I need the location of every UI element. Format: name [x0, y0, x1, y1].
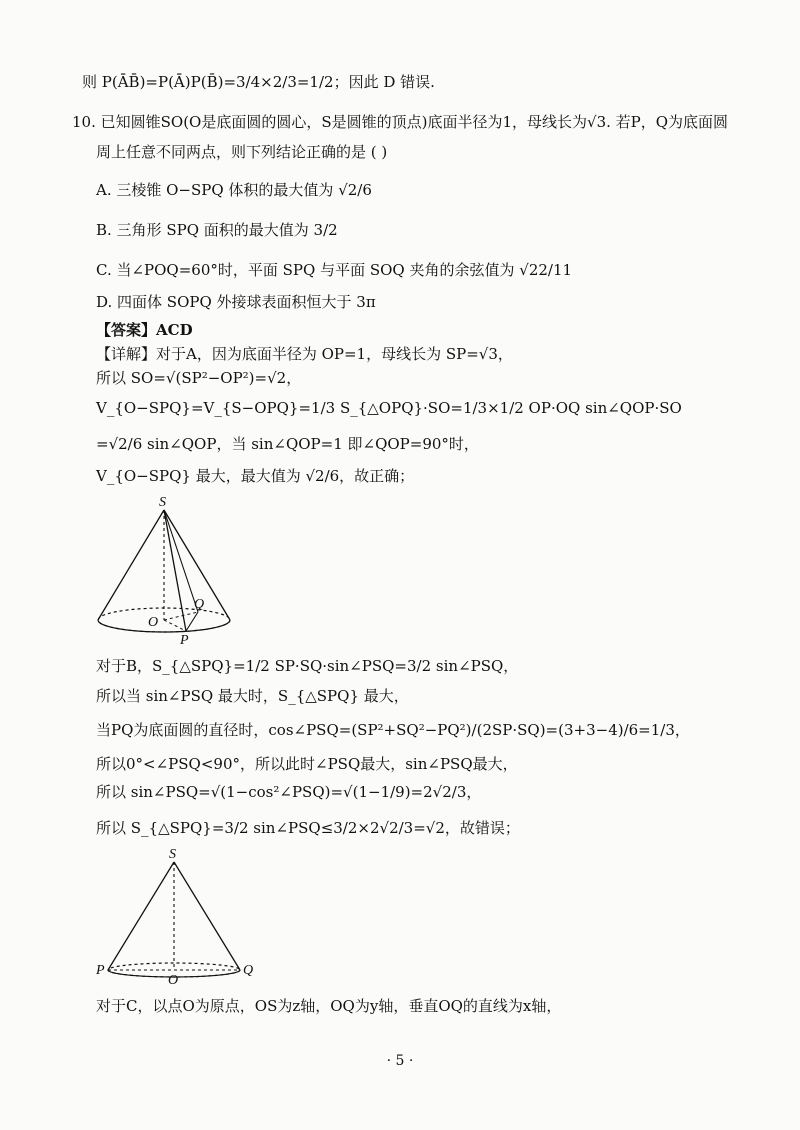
option-b: B. 三角形 SPQ 面积的最大值为 3/2 [96, 221, 338, 239]
option-d: D. 四面体 SOPQ 外接球表面积恒大于 3π [96, 293, 376, 311]
explanation-line: 所以0°<∠PSQ<90°，所以此时∠PSQ最大，sin∠PSQ最大， [96, 755, 518, 773]
question-10-line-1: 10. 已知圆锥SO(O是底面圆的圆心，S是圆锥的顶点)底面半径为1，母线长为√3. 若P，Q为底面圆 [72, 113, 729, 131]
option-c: C. 当∠POQ=60°时，平面 SPQ 与平面 SOQ 夹角的余弦值为 √22/11 [96, 261, 573, 279]
explanation-line: 所以 SO=√(SP²−OP²)=√2， [96, 369, 302, 387]
label-o: O [168, 973, 179, 986]
page-number: · 5 · [386, 1053, 414, 1069]
explanation-line: =√2/6 sin∠QOP，当 sin∠QOP=1 即∠QOP=90°时， [96, 435, 479, 453]
explanation-line: 所以 sin∠PSQ=√(1−cos²∠PSQ)=√(1−1/9)=2√2/3， [96, 783, 482, 801]
text-line: 则 P(ĀB̄)=P(Ā)P(B̄)=3/4×2/3=1/2；因此 D 错误. [82, 73, 435, 91]
answer-line: 【答案】ACD [96, 321, 193, 339]
label-s: S [159, 495, 166, 510]
explanation-line: 所以 S_{△SPQ}=3/2 sin∠PSQ≤3/2×2√2/3=√2，故错误； [96, 819, 520, 837]
question-10-line-2: 周上任意不同两点，则下列结论正确的是 ( ) [96, 143, 388, 161]
option-a: A. 三棱锥 O−SPQ 体积的最大值为 √2/6 [96, 181, 372, 199]
label-o: O [148, 615, 159, 630]
explanation-line: 对于C，以点O为原点，OS为z轴，OQ为y轴，垂直OQ的直线为x轴， [96, 997, 562, 1015]
label-q: Q [243, 963, 254, 978]
explanation-line: 对于B，S_{△SPQ}=1/2 SP·SQ·sin∠PSQ=3/2 sin∠PSQ， [96, 657, 519, 675]
cone-figure-1 [90, 494, 250, 646]
cone-figure-2 [94, 846, 264, 986]
label-q: Q [194, 597, 205, 612]
explanation-line: 所以当 sin∠PSQ 最大时，S_{△SPQ} 最大， [96, 687, 409, 705]
explanation-line: 当PQ为底面圆的直径时，cos∠PSQ=(SP²+SQ²−PQ²)/(2SP·SQ)=(3+3−4)/6=1/3， [96, 721, 690, 739]
label-s: S [169, 847, 176, 862]
label-p: P [96, 963, 105, 978]
explanation-line: V_{O−SPQ} 最大，最大值为 √2/6，故正确； [96, 467, 415, 485]
explanation-line: 【详解】对于A，因为底面半径为 OP=1，母线长为 SP=√3， [96, 345, 513, 363]
explanation-line: V_{O−SPQ}=V_{S−OPQ}=1/3 S_{△OPQ}·SO=1/3×1/2 OP·OQ sin∠QOP·SO [96, 399, 682, 417]
label-p: P [180, 633, 189, 646]
